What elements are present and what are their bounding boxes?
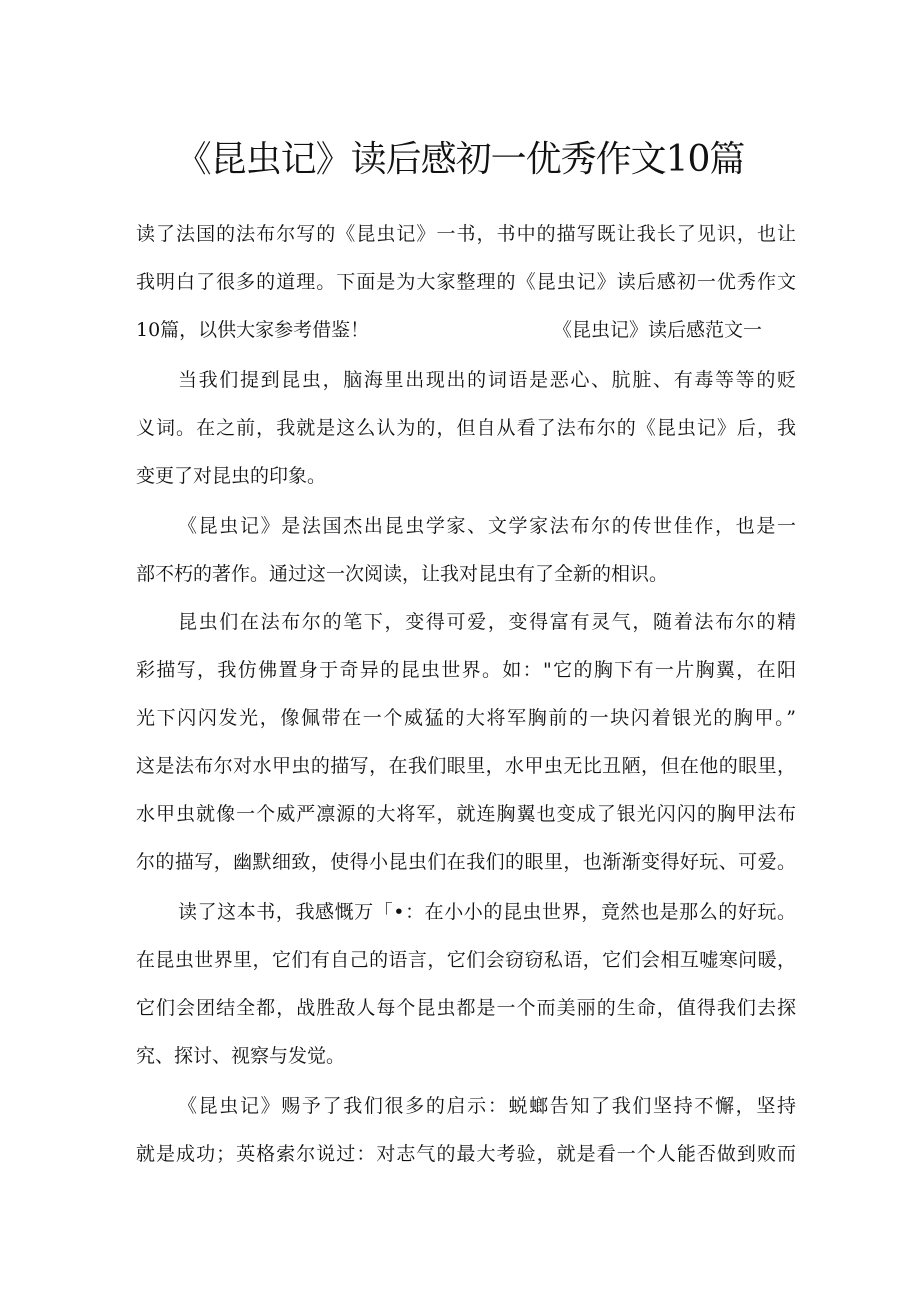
paragraph-line: 彩描写，我仿佛置身于奇异的昆虫世界。如："它的胸下有一片胸翼，在阳: [136, 659, 796, 681]
paragraph-line: 就是成功；英格索尔说过：对志气的最大考验，就是看一个人能否做到败而: [136, 1143, 796, 1165]
paragraph-line: 在昆虫世界里，它们有自己的语言，它们会窃窃私语，它们会相互嘘寒问暖，: [136, 949, 796, 971]
paragraph-line: 《昆虫记》是法国杰出昆虫学家、文学家法布尔的传世佳作，也是一: [178, 515, 796, 537]
paragraph-line: 义词。在之前，我就是这么认为的，但自从看了法布尔的《昆虫记》后，我: [136, 417, 796, 439]
paragraph-line: 变更了对昆虫的印象。: [136, 465, 327, 487]
paragraph-line: 读了这本书，我感慨万「•：在小小的昆虫世界，竟然也是那么的好玩。: [178, 901, 796, 923]
paragraph-line-row: [136, 316, 796, 344]
paragraph-line: 尔的描写，幽默细致，使得小昆虫们在我们的眼里，也渐渐变得好玩、可爱。: [136, 851, 796, 873]
paragraph-line: 10篇，以供大家参考借鉴！: [136, 319, 370, 341]
section-heading: 《昆虫记》读后感范文一: [552, 319, 762, 341]
paragraph-line: 这是法布尔对水甲虫的描写，在我们眼里，水甲虫无比丑陋，但在他的眼里，: [136, 755, 796, 777]
paragraph-line: 水甲虫就像一个威严凛源的大将军，就连胸翼也变成了银光闪闪的胸甲法布: [136, 803, 796, 825]
paragraph-line: 究、探讨、视察与发觉。: [136, 1045, 346, 1067]
paragraph-line: 当我们提到昆虫，脑海里出现出的词语是恶心、肮脏、有毒等等的贬: [178, 369, 796, 391]
paragraph-line: 我明白了很多的道理。下面是为大家整理的《昆虫记》读后感初一优秀作文: [136, 271, 796, 293]
paragraph-line: 它们会团结全都，战胜敌人每个昆虫都是一个而美丽的生命，值得我们去探: [136, 997, 796, 1019]
paragraph-line: 光下闪闪发光，像佩带在一个威猛的大将军胸前的一块闪着银光的胸甲。”: [136, 707, 796, 729]
paragraph-line: 部不朽的著作。通过这一次阅读，让我对昆虫有了全新的相识。: [136, 563, 669, 585]
paragraph-line: 昆虫们在法布尔的笔下，变得可爱，变得富有灵气，随着法布尔的精: [178, 611, 796, 633]
paragraph-line: 读了法国的法布尔写的《昆虫记》一书，书中的描写既让我长了见识，也让: [136, 223, 796, 245]
document-title: 《昆虫记》读后感初一优秀作文10篇: [175, 139, 745, 180]
paragraph-line: 《昆虫记》赐予了我们很多的启示：蜕螂告知了我们坚持不懈，坚持: [178, 1095, 796, 1117]
